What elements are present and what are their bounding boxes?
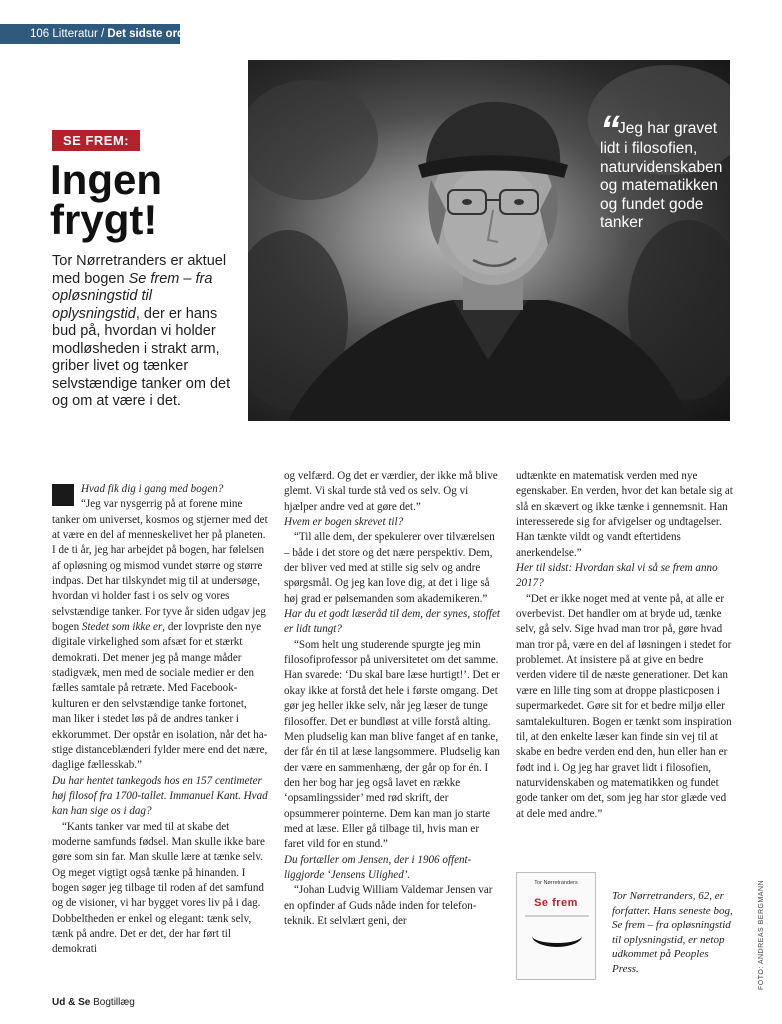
answer <box>52 497 268 773</box>
page-footer <box>52 997 135 1008</box>
answer-book-title: Stedet som ikke er <box>81 621 163 634</box>
portrait-illustration <box>248 60 730 421</box>
answer: “Kants tanker var med til at skabe det moderne samfunds fødsel. Man skulle ikke bare gøre som sin far. Man skulle lære at tænke selv. Og meget vigtigt også tænke på hinanden. I bogen søger jeg tilbage til roden af det samfund og de visioner, vi har bygget vores liv på i dag. Dobbeltheden er enkel og elegant: tænk selv, tænk på andre. Det er det, der har ført til demokrati <box>52 820 265 956</box>
book-cover-subtitle-line <box>525 915 589 917</box>
answer: “Johan Ludvig William Valdemar Jensen var en opfinder af Guds nåde inden for telefon-teknik. Et selvlært geni, der <box>284 884 493 927</box>
answer-continued: og velfærd. Og det er værdier, der ikke må blive glemt. Vi skal turde stå ved os selv. Og vi hjælper andre ved at gøre det.” <box>284 470 498 513</box>
body-column-1 <box>52 482 268 958</box>
book-cover-author: Tor Nørretranders <box>534 880 578 886</box>
book-cover <box>516 872 596 980</box>
answer: “Det er ikke noget med at vente på, at alle er overbevist. Det handler om at bryde ud, tænke selv, gå selv. Sige hvad man tror på, gøre hvad man tror på, være en del af løsningen i stedet for problemet. At insistere på at give en bedre verden videre til de næste generationer. Det kan være en lille ting som at droppe plasticposen i supermarkedet. Gøre sit for et bedre miljø eller samtalekulturen. Bogen er tænkt som inspiration til, at den enkelte læser kan finde sin vej til at skabe en bedre verden end den, hun eller han er født ind i. Og jeg har gravet lidt i filosofien, naturvidenskaben og matematikken og fundet gode tanker om det, som jeg har stor glæde ved at dele med andre.” <box>516 592 732 820</box>
page-number: 106 <box>30 28 50 40</box>
body-column-2 <box>284 469 500 929</box>
book-cover-title: Se frem <box>534 897 578 909</box>
photo-credit: FOTO: ANDREAS BERGMANN <box>758 879 765 990</box>
question: Hvem er bogen skrevet til? <box>284 516 404 529</box>
answer: “Som helt ung studerende spurgte jeg min filosofiprofessor på universitetet om det samme. Han svarede: ‘Du skal bare læse hurtigt!’. Det er okay ikke at forstå det hele i første omgang. Det gør jeg heller ikke selv, når jeg læser de tunge filosoffer. Det er bundløst at ville forstå alting. Men pludselig kan man blive fanget af en tanke, der får én til at læse langsommere. Pludselig kan der være en sammenhæng, der går op for én. I den her bog har jeg også lavet en række ‘opsamlingssider’ med rød skrift, der opsummerer pointerne. Dem kan man jo starte med at læse. Eller gå tilbage til, hvis man er faret vild for en stund.” <box>284 638 500 851</box>
lead-text-2: , der er hans bud på, hvordan vi holder modløsheden i strakt arm, griber livet og tænker selvstændige tanker om det og om at være i det. <box>52 305 231 409</box>
section-name: Litteratur <box>52 28 98 40</box>
lead-text-1: Tor Nørretranders er aktuel med bogen <box>52 253 227 287</box>
book-cover-smile-graphic <box>532 925 582 947</box>
footer-brand: Ud & Se <box>52 997 91 1008</box>
pull-quote <box>600 108 730 233</box>
question: Har du et godt læseråd til dem, der synes, stoffet er lidt tungt? <box>284 608 501 636</box>
answer-text: “Jeg var nysgerrig på at forene mine tanker om universet, kosmos og stjerner med det at være en del af menneskelivet her på planeten. I de ti år, jeg har arbejdet på bogen, har følelsen af opløsning og mismod vundet større og større indpas. Det har tilskyndet mig til at undersøge, hvordan vi holder fast i os selv og vores selvstændige tanker. For tyve år siden udgav jeg bogen <box>52 498 268 634</box>
answer-continued: udtænkte en matematisk verden med nye egenskaber. En verden, hvor det kan betale sig at slå en skævert og ikke tænke i gennemsnit. Han interesserede sig for afvigelser og undtagelser. Han tænkte vildt og vandt eftertidens anerkendelse.” <box>516 470 733 559</box>
question: Her til sidst: Hvordan skal vi så se frem anno 2017? <box>516 562 718 590</box>
subsection-name: Det sidste ord <box>107 28 185 40</box>
headline: Ingen frygt! <box>50 156 162 243</box>
question: Du fortæller om Jensen, der i 1906 offentliggjorde ‘Jensens Ulighed’. <box>284 853 472 881</box>
body-column-3 <box>516 469 734 822</box>
portrait-photo <box>248 60 730 421</box>
question: Hvad fik dig i gang med bogen? <box>81 483 224 495</box>
footer-label: Bogtillæg <box>93 997 135 1008</box>
question: Du har hentet tankegods hos en 157 centimeter høj filosof fra 1700-tallet. Immanuel Kant. Hvad kan han sige os i dag? <box>52 774 268 818</box>
lead-book-title: Se frem – fra opløsningstid til oplysningstid <box>52 270 213 322</box>
answer: “Til alle dem, der spekulerer over tilværelsen – både i det store og det nære perspektiv. Dem, der bliver ved med at stille sig selv og andre spørgsmål. Og jeg kan love dig, at det i lige så høj grad er pølsemanden som akademikeren.” <box>284 531 495 605</box>
author-caption: Tor Nørretranders, 62, er forfatter. Hans seneste bog, Se frem – fra opløsningstid til oplysningstid, er netop udkommet på Peoples Press. <box>612 890 733 975</box>
section-separator: / <box>100 28 105 40</box>
kicker-label: SE FREM: <box>52 130 140 151</box>
lead-paragraph <box>52 253 242 411</box>
pull-quote-text: Jeg har gravet lidt i filosofien, naturvidenskaben og matematikken og fundet gode tanker <box>600 120 723 231</box>
answer-text: , der lovpriste den nye digitale virkelighed som afsæt for et stærkt demokrati. Det mener jeg på mange måder stadigvæk, men med de sociale medier er den fælles samtale på retræte. Med Facebook-kulturen er den selvstændige tanke fortonet, man liker i stedet løs på de andres tanker i ekkorummet. Der opstår en isolation, når det hastige distanceblænderi fylder mere end det nære, daglige fællesskab.” <box>52 621 268 772</box>
start-square <box>52 484 74 506</box>
quote-marks: “ <box>600 108 616 152</box>
section-header <box>0 24 185 44</box>
